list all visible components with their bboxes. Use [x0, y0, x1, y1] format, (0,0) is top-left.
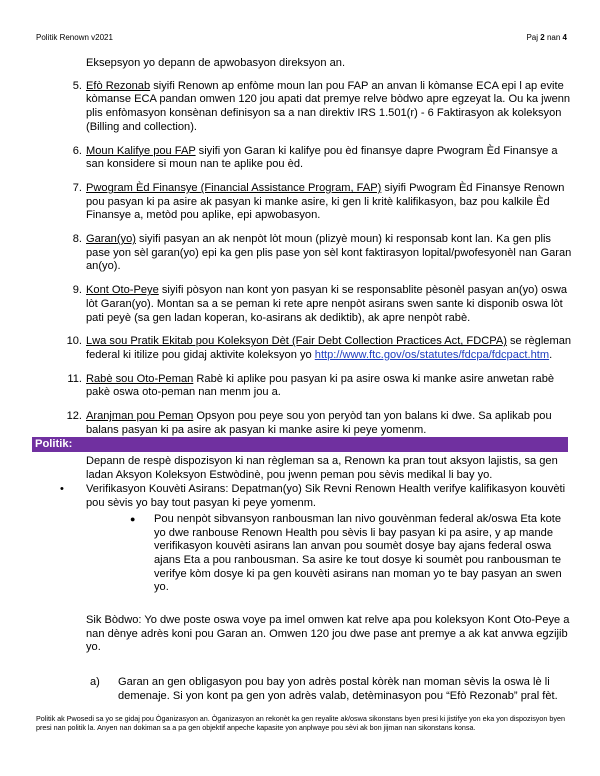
policy-section: [36, 455, 572, 704]
definition-text: siyifi Renown ap enfòme moun lan pou FAP an anvan li kòmanse ECA epi l ap evite kòmanse ECA pandan omwen 120 jou apati dat premye relve bòdwo apre egzeyat la. Ou ka jwenn plis enfòmasyon konsènan definisyon sa a nan direktiv IRS 1.501(r) - 6 Faktirasyon ak koleksyon (Billing and collection).: [86, 79, 571, 133]
lettered-item: a) Garan an gen obligasyon pou bay yon adrès postal kòrèk nan moman sèvis la oswa lè li demenaje. Si yon kont pa gen yon adrès valab, detèminasyon pou “Efò Rezonab” pral fèt.: [90, 676, 558, 702]
definition-term: Garan(yo): [86, 233, 136, 246]
footer-disclaimer: Politik ak Pwosedi sa yo se gidaj pou Òganizasyon an. Òganizasyon an rekonèt ka gen reyalite ak/oswa sikonstans byen presi ki jistifye yon eka yon dispozisyon byen presi nan politik la. Anyen nan dokiman sa a pa gen objektif anpeche kapasite yon anplwaye pou sèvi ak bon jijman nan sikonstans konsa.: [36, 714, 565, 733]
definition-term: Kont Oto-Peye: [86, 284, 159, 297]
reimbursement-text: Pou nenpòt sibvansyon ranbousman lan nivo gouvènman federal ak/oswa Eta kote yo dwe ranbouse Renown Health pou sèvis li bay pasyan ki pa asire, y ap mande verifikasyon kouvèti asirans lan anvan pou soumèt dosye bay ajans federal oswa ajans Eta a pou ranbousman. Sa asire ke tout dosye ki soumèt pou ranbousman te verifye kòm dosye ki pa gen kouvèti asirans nan moman yo te bay pasyan an swen yo.: [154, 512, 562, 594]
definition-term: Moun Kalifye pou FAP: [86, 144, 196, 157]
definitions-intro: Eksepsyon yo depann de apwobasyon direksyon an.: [86, 57, 346, 69]
bullet-icon: •: [60, 483, 64, 496]
coverage-verification-text: Verifikasyon Kouvèti Asirans: Depatman(yo) Sik Revni Renown Health verifye kalifikasyon kouvèti pou sèvis yo bay tout pasyan ki peye yomenm.: [86, 483, 566, 510]
policy-intro: Depann de respè dispozisyon ki nan règleman sa a, Renown ka pran tout aksyon lajistis, sa gen ladan Aksyon Koleksyon Estwòdinè, pou jwenn peman pou sèvis medikal li bay yo.: [86, 455, 558, 481]
document-title: Politik Renown v2021: [36, 33, 113, 42]
bullet-icon: ●: [130, 513, 136, 524]
definition-text: siyifi yon Garan ki kalifye pou èd finansye dapre Pwogram Èd Finansye a san konsidere si moun nan te aplike pou èd.: [86, 144, 558, 171]
definition-term: Rabè sou Oto-Peman: [86, 372, 194, 385]
policy-heading-bar: Politik:: [32, 437, 568, 452]
sub-bullet-item: [86, 513, 572, 595]
definition-item: 9. Kont Oto-Peye siyifi pòsyon nan kont yon pasyan ki se responsablite pèsonèl pasyan an(yo) oswa lòt Garan(yo). Montan sa a se peman ki rete apre nenpòt asirans swen sante ki disponib oswa lòt pati peyè (sa gen ladan koperan, ko-asirans ak dediktib), ak apre nenpòt rabè.: [72, 284, 568, 324]
definition-item: 10. Lwa sou Pratik Ekitab pou Koleksyon Dèt (Fair Debt Collection Practices Act, FDCPA) se règleman federal ki itilize pou gidaj aktivite koleksyon yo http://www.ftc.gov/os/statutes/fdcpa/fdcpact.htm.: [66, 335, 572, 361]
definition-text: siyifi pasyan an ak nenpòt lòt moun (plizyè moun) ki responsab kont lan. Ka gen plis pase yon sèl garan(yo) epi ka gen plis pase yon sèl kont faktirasyon lopital/pwofesyonèl nan Garan an(yo).: [86, 233, 572, 273]
definition-text: siyifi pòsyon nan kont yon pasyan ki se responsablite pèsonèl pasyan an(yo) oswa lòt Garan(yo). Montan sa a se peman ki rete apre nenpòt asirans swen sante ki disponib oswa lòt pati peyè (sa gen ladan koperan, ko-asirans ak dediktib), ak apre nenpòt rabè.: [86, 284, 568, 324]
page-number: Paj 2 nan 4: [526, 33, 567, 42]
definition-text: siyifi Pwogram Èd Finansye Renown pou pasyan ki pa asire ak pasyan ki manke asire, ki gen li kritè kalifikasyon, baz pou kalkile Èd Finansye a, metòd pou aplike, epi apwobasyon.: [86, 181, 565, 222]
definition-term: Efò Rezonab: [86, 79, 151, 92]
definition-item: 11. Rabè sou Oto-Peman Rabè ki aplike pou pasyan ki pa asire oswa ki manke asire anwetan rabè pakè oswa oto-peman nan menm jou a.: [67, 372, 555, 399]
lettered-item-text: Garan an gen obligasyon pou bay yon adrès postal kòrèk nan moman sèvis la oswa lè li demenaje. Si yon kont pa gen yon adrès valab, detèminasyon pou “Efò Rezonab” pral fèt.: [118, 676, 558, 702]
definitions-section: [36, 57, 572, 447]
definition-term: Aranjman pou Peman: [86, 410, 194, 423]
definition-text: se règleman federal ki itilize pou gidaj aktivite koleksyon yo: [86, 335, 572, 361]
definition-text: Opsyon pou peye sou yon peryòd tan yon balans ki dwe. Sa aplikab pou balans pasyan ki pa asire ak pasyan ki manke asire ki peye yomenm.: [86, 410, 552, 436]
definition-term: Lwa sou Pratik Ekitab pou Koleksyon Dèt (Fair Debt Collection Practices Act, FDCPA): [86, 335, 507, 348]
definition-item: 8. Garan(yo) siyifi pasyan an ak nenpòt lòt moun (plizyè moun) ki responsab kont lan. Ka gen plis pase yon sèl garan(yo) epi ka gen plis pase yon sèl kont faktirasyon lopital/pwofesyonèl nan Garan an(yo).: [72, 233, 572, 273]
definition-item: 12. Aranjman pou Peman Opsyon pou peye sou yon peryòd tan yon balans ki dwe. Sa aplikab pou balans pasyan ki pa asire ak pasyan ki manke asire ki peye yomenm.: [66, 410, 552, 436]
billing-cycle-paragraph: Sik Bòdwo: Yo dwe poste oswa voye pa imel omwen kat relve apa pou koleksyon Kont Oto-Peye a nan dènye adrès koni pou Garan an. Omwen 120 jou dwe pase ant premye a ak kat anvwa egzijib yo.: [86, 614, 570, 654]
definition-item: 6. Moun Kalifye pou FAP siyifi yon Garan ki kalifye pou èd finansye dapre Pwogram Èd Finansye a san konsidere si moun nan te aplike pou èd.: [72, 144, 558, 171]
bullet-item: [36, 483, 572, 595]
definition-item: 5. Efò Rezonab siyifi Renown ap enfòme moun lan pou FAP an anvan li kòmanse ECA epi l ap evite kòmanse ECA pandan omwen 120 jou apati dat premye relve bòdwo apre egzeyat la. Ou ka jwenn plis enfòmasyon konsènan definisyon sa a nan direktiv IRS 1.501(r) - 6 Faktirasyon ak koleksyon (Billing and collection).: [72, 79, 571, 133]
definition-text: Rabè ki aplike pou pasyan ki pa asire oswa ki manke asire anwetan rabè pakè oswa oto-peman nan menm jou a.: [86, 372, 555, 399]
definition-item: 7. Pwogram Èd Finansye (Financial Assistance Program, FAP) siyifi Pwogram Èd Finansye Renown pou pasyan ki pa asire ak pasyan ki manke asire, ki gen li kritè kalifikasyon, baz pou kalkile Èd Finansye a, metòd pou aplike, epi apwobasyon.: [72, 181, 565, 222]
definition-term: Pwogram Èd Finansye (Financial Assistance Program, FAP): [86, 181, 382, 194]
fdcpa-link[interactable]: http://www.ftc.gov/os/statutes/fdcpa/fdcpact.htm: [314, 348, 550, 361]
